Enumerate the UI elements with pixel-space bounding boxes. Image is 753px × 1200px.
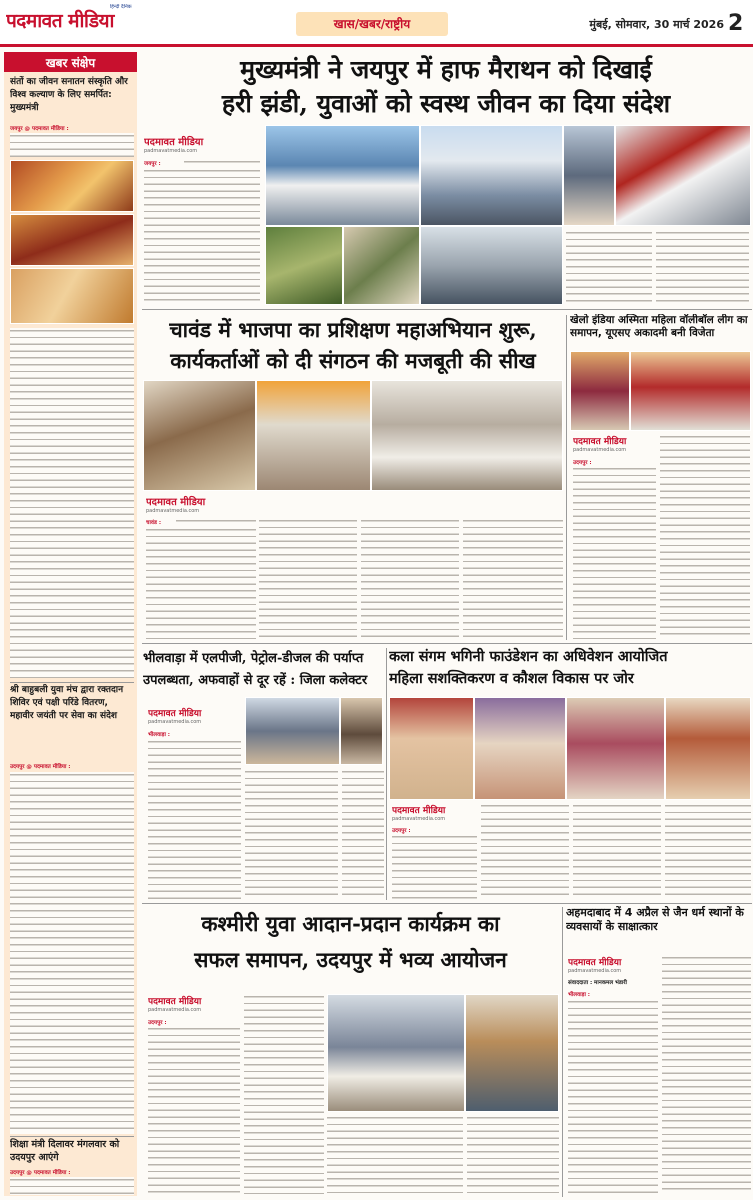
bhilwara-byline: भीलवाड़ा :	[148, 732, 170, 738]
kashmir-text-col2	[244, 994, 324, 1194]
bjp-headline-line1: चावंड में भाजपा का प्रशिक्षण महाअभियान शुरू,	[169, 317, 537, 342]
lead-photo-group	[343, 226, 420, 305]
khelo-text-col2	[660, 434, 750, 639]
sidebar-story1-headline: संतों का जीवन सनातन संस्कृति और विश्व कल्याण के लिए समर्पित: मुख्यमंत्री	[10, 77, 128, 113]
bjp-brand: पदमावत मीडिया	[146, 497, 206, 508]
lead-photo-flag-rider	[615, 125, 751, 226]
bjp-text-col2	[259, 518, 357, 640]
bhilwara-kala-divider	[386, 648, 387, 900]
lead-photo-cm-stage	[265, 125, 420, 226]
sidebar-story2-byline: उदयपुर @ पदमावत मीडिया :	[10, 764, 71, 770]
bjp-headline-line2: कार्यकर्ताओं को दी संगठन की मजबूती की सीख	[170, 348, 536, 373]
bjp-web: padmavatmedia.com	[146, 508, 200, 514]
kala-brand-box	[392, 803, 477, 823]
kashmir-brand: पदमावत मीडिया	[148, 997, 202, 1007]
sidebar-photo-saints	[10, 160, 134, 212]
bhilwara-text-col2	[245, 769, 338, 899]
sidebar-heading: खबर संक्षेप	[4, 52, 137, 72]
kala-text-col2	[481, 803, 569, 900]
dateline: मुंबई, सोमवार, 30 मार्च 2026	[589, 18, 724, 31]
khelo-photo-podium	[630, 351, 751, 431]
bhilwara-brand-box	[148, 706, 240, 726]
sidebar-story2-headline: श्री बाहुबली युवा मंच द्वारा रक्तदान शिविर एवं पक्षी परिंडे वितरण, महावीर जयंती पर सेवा का संदेश	[10, 685, 124, 721]
sidebar-divider-1	[10, 682, 134, 683]
sidebar-story3-headline: शिक्षा मंत्री दिलावर मंगलवार को उदयपुर आएंगे	[10, 1139, 120, 1163]
brand-name: पदमावत मीडिया	[6, 10, 114, 32]
kala-text-col4	[665, 803, 751, 900]
bjp-brand-box	[146, 494, 256, 516]
jain-reporter: संवाददाता : मानकमल भंडारी	[568, 980, 627, 986]
kashmir-web: padmavatmedia.com	[148, 1007, 202, 1013]
kala-brand: पदमावत मीडिया	[392, 806, 446, 816]
lead-text-col1	[144, 168, 260, 305]
kala-photo-stage	[474, 697, 566, 800]
kashmir-jain-divider	[562, 907, 563, 1197]
lead-photo-planting	[265, 226, 343, 305]
sidebar-divider-2	[10, 1136, 134, 1137]
bhilwara-photo-collector	[340, 697, 383, 765]
sidebar-story1-text-top	[10, 133, 134, 157]
kala-text-col3	[573, 803, 661, 900]
kashmir-photo-audience	[465, 994, 559, 1112]
bhilwara-web: padmavatmedia.com	[148, 719, 202, 725]
khelo-text-col1	[573, 466, 656, 639]
kashmir-headline-line1: कश्मीरी युवा आदान-प्रदान कार्यक्रम का	[201, 911, 500, 936]
page-number: 2	[728, 11, 744, 36]
khelo-headline: खेलो इंडिया अस्मिता महिला वॉलीबॉल लीग का समापन, यूएसए अकादमी बनी विजेता	[570, 314, 748, 339]
kashmir-headline-line2: सफल समापन, उदयपुर में भव्य आयोजन	[194, 947, 507, 972]
jain-text-col1	[568, 999, 658, 1194]
sidebar-story2-text	[10, 772, 134, 1134]
kala-photo-dignitaries	[389, 697, 474, 800]
kashmir-text-col4	[467, 1115, 559, 1194]
kala-photo-award	[665, 697, 751, 800]
kashmir-text-col1	[148, 1026, 240, 1194]
bhilwara-headline-line2: उपलब्धता, अफवाहों से दूर रहें : जिला कलेक्टर	[143, 673, 368, 688]
kashmir-byline: उदयपुर :	[148, 1020, 167, 1026]
lead-text-col4	[656, 230, 749, 306]
sidebar-story3-text	[10, 1177, 134, 1195]
khelo-byline: उदयपुर :	[573, 460, 592, 466]
sidebar-story1-byline: जयपुर @ पदमावत मीडिया :	[10, 126, 69, 132]
kala-photo-honour	[566, 697, 665, 800]
bjp-byline: चावंड :	[146, 520, 162, 526]
khelo-photo-team	[570, 351, 630, 431]
kala-headline-line1: कला संगम भगिनी फाउंडेशन का अधिवेशन आयोजित	[389, 648, 668, 665]
sidebar-photo-gathering	[10, 268, 134, 324]
sidebar-story1-text	[10, 328, 134, 678]
lead-web: padmavatmedia.com	[144, 148, 198, 154]
jain-byline: भीलवाड़ा :	[568, 992, 590, 998]
bhilwara-text-col3	[342, 769, 384, 899]
jain-brand-box	[568, 955, 664, 975]
lead-text-col2	[184, 159, 260, 168]
sidebar-story3-byline: उदयपुर @ पदमावत मीडिया :	[10, 1170, 71, 1176]
jain-brand: पदमावत मीडिया	[568, 958, 622, 968]
lead-text-col3	[566, 230, 652, 306]
masthead	[0, 0, 753, 46]
bjp-photo-audience	[371, 380, 563, 491]
bjp-photo-stage	[256, 380, 371, 491]
mid-divider	[142, 643, 752, 644]
lead-photo-cm-closeup	[563, 125, 615, 226]
lead-headline-line2: हरी झंडी, युवाओं को स्वस्थ जीवन का दिया संदेश	[221, 89, 671, 118]
sidebar	[4, 52, 137, 1196]
section-tag	[296, 12, 448, 36]
kala-byline: उदयपुर :	[392, 828, 411, 834]
kashmir-photo-event	[327, 994, 465, 1112]
bjp-photo-lamp	[143, 380, 256, 491]
section-label: खास/खबर/राष्ट्रीय	[333, 17, 411, 31]
bhilwara-text-col1	[148, 739, 241, 899]
masthead-rule	[0, 44, 753, 47]
lead-byline: जयपुर :	[144, 161, 161, 167]
khelo-brand: पदमावत मीडिया	[573, 437, 627, 447]
bjp-text-col4	[463, 518, 563, 640]
khelo-brand-box	[573, 434, 653, 454]
lead-brand-box	[144, 134, 260, 156]
bjp-text-col1	[146, 518, 256, 640]
khelo-web: padmavatmedia.com	[573, 447, 627, 453]
bjp-text-col3	[361, 518, 459, 640]
bhilwara-photo-meeting	[245, 697, 340, 765]
bjp-khelo-divider	[566, 315, 567, 640]
lead-photo-flagoff	[420, 125, 563, 226]
kala-headline-line2: महिला सशक्तिकरण व कौशल विकास पर जोर	[389, 670, 634, 687]
bhilwara-headline-line1: भीलवाड़ा में एलपीजी, पेट्रोल-डीजल की पर्याप्त	[143, 651, 364, 666]
lead-divider	[142, 309, 752, 310]
lead-photo-runners	[420, 226, 563, 305]
lead-headline-line1: मुख्यमंत्री ने जयपुर में हाफ मैराथन को दिखाई	[240, 55, 652, 84]
bhilwara-brand: पदमावत मीडिया	[148, 709, 202, 719]
lower-divider	[142, 903, 752, 904]
jain-web: padmavatmedia.com	[568, 968, 622, 974]
brand-tagline: हिन्दी दैनिक	[110, 4, 132, 10]
jain-text-col2	[662, 955, 751, 1194]
lead-brand: पदमावत मीडिया	[144, 137, 204, 148]
kala-web: padmavatmedia.com	[392, 816, 446, 822]
kashmir-text-col3	[327, 1115, 463, 1194]
sidebar-photo-ceremony	[10, 214, 134, 266]
jain-headline: अहमदाबाद में 4 अप्रैल से जैन धर्म स्थानों के व्यवसायों के साक्षात्कार	[566, 906, 744, 933]
kala-text-col1	[392, 834, 477, 900]
kashmir-brand-box	[148, 994, 240, 1014]
